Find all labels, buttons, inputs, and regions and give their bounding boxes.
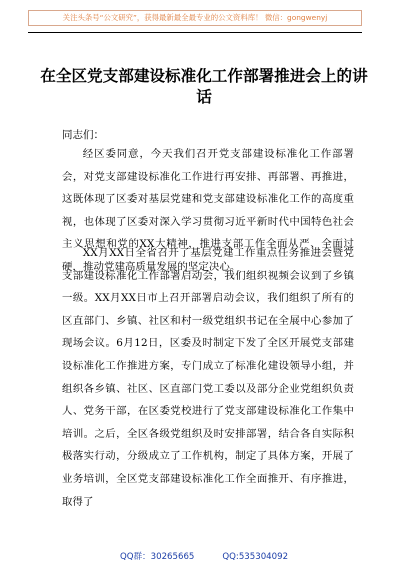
header-divider	[28, 32, 362, 33]
document-title: 在全区党支部建设标准化工作部署推进会上的讲话	[40, 67, 368, 106]
footer-contact	[0, 551, 408, 563]
body-paragraph: 经区委同意，今天我们召开党支部建设标准化工作部署会，对党支部建设标准化工作进行再安排、再部署、再推进，这既体现了区委对基层党建和党支部建设标准化工作的高度重视，也体现了区委对深入学习贯彻习近平新时代中国特色社会主义思想和党的XX大精神，推进支部工作全面从严、全面过硬，推动党建高质量发展的坚定决心。	[62, 148, 354, 273]
header-banner-text: 关注头条号“公文研究”，获得最新最全最专业的公文资料库！ 微信：gongwenyj	[62, 13, 328, 22]
footer-qq-group: QQ群：30265665	[119, 552, 195, 562]
body-paragraph: XX月XX日全省召开了基层党建工作重点任务推进会暨党支部建设标准化工作部署启动会，我们组织视频会议到了乡镇一级。XX月XX日市上召开部署启动会议，我们组织了所有的区直部门、乡镇、社区和村一级党组织书记在全展中心参加了现场会议。6月12日，区委及时制定下发了全区开展党支部建设标准化工作推进方案，专门成立了标准化建设领导小组，并组织各乡镇、社区、区直部门党工委以及部分企业党组织负责人、党务干部，在区委党校进行了党支部建设标准化工作集中培训。之后，全区各级党组织及时安排部署，结合各自实际积极落实行动，分级成立了工作机构，制定了具体方案，开展了业务培训，全区党支部建设标准化工作全面推开、有序推进，取得了	[62, 247, 354, 508]
header-banner	[28, 10, 362, 26]
footer-qq: QQ:535304092	[222, 552, 289, 562]
salutation: 同志们：	[62, 129, 104, 141]
